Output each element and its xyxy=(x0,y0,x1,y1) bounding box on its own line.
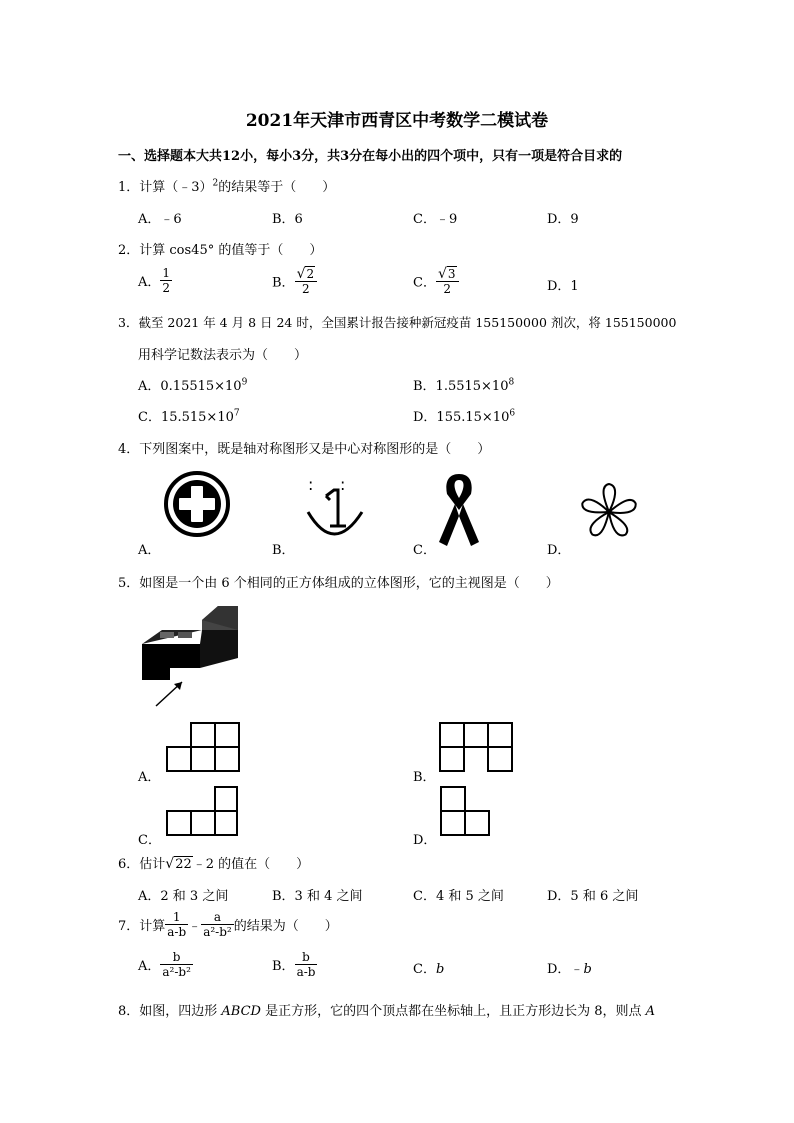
q4-option-d[interactable]: D． xyxy=(547,543,571,558)
q3-option-c[interactable]: C．$15.515\times 10^7$ xyxy=(138,408,240,425)
q4-option-c[interactable]: C． xyxy=(413,543,436,558)
question-3-line-1: 3．截至 2021 年 4 月 8 日 24 时，全国累计报告接种新冠疫苗 155150000 剂次，将 155150000 xyxy=(118,315,677,330)
q3-option-d[interactable]: D．$155.15\times 10^6$ xyxy=(413,408,516,425)
q1-option-b[interactable]: B．6 xyxy=(272,212,303,227)
q2-option-a[interactable]: A． $\frac{1}{2}$ xyxy=(138,266,171,295)
view-option-a-figure xyxy=(166,722,242,774)
question-5-stem: 5．如图是一个由 6 个相同的正方体组成的立体图形，它的主视图是（ ） xyxy=(118,576,559,591)
q3-option-a[interactable]: A．$0.15515\times 10^9$ xyxy=(138,377,248,394)
q1-option-c[interactable]: C．﹣9 xyxy=(413,212,458,227)
q5-option-d[interactable]: D． xyxy=(413,833,437,848)
ribbon-figure xyxy=(437,470,481,550)
smiley-figure xyxy=(300,474,370,550)
question-7-stem: 7．计算 $\frac{1}{a-b}$ ﹣ $\frac{a}{\text{a²-b²}}$ 的结果为（ ） xyxy=(118,910,338,939)
question-2-stem: 2．计算 cos45° 的值等于（ ） xyxy=(118,243,323,258)
q6-option-a[interactable]: A．2 和 3 之间 xyxy=(138,889,229,904)
question-3-line-2: 用科学记数法表示为（ ） xyxy=(138,348,308,363)
q5-option-c[interactable]: C． xyxy=(138,833,161,848)
question-4-stem: 4．下列图案中，既是轴对称图形又是中心对称图形的是（ ） xyxy=(118,442,491,457)
q5-option-b[interactable]: B． xyxy=(413,770,436,785)
q7-option-d[interactable]: D．﹣b xyxy=(547,962,592,977)
q1-option-a[interactable]: A．﹣6 xyxy=(138,212,182,227)
q7-option-a[interactable]: A． $\frac{b}{\text{a²-b²}}$ xyxy=(138,950,191,979)
q2-option-b[interactable]: B． $\frac{√2}{2}$ xyxy=(272,266,317,296)
cube-solid-figure xyxy=(140,602,240,712)
q6-option-d[interactable]: D．5 和 6 之间 xyxy=(547,889,639,904)
q4-option-b[interactable]: B． xyxy=(272,543,295,558)
q1-option-d[interactable]: D．9 xyxy=(547,212,579,227)
section-heading: 一、选择题本大共12小，每小3分，共3分在每小出的四个项中，只有一项是符合目求的 xyxy=(118,149,623,164)
view-option-c-figure xyxy=(166,786,240,838)
view-option-d-figure xyxy=(440,786,494,838)
q4-option-a[interactable]: A． xyxy=(138,543,161,558)
q7-option-c[interactable]: C．b xyxy=(413,962,445,977)
cross-circle-figure xyxy=(163,470,231,538)
q6-option-b[interactable]: B．3 和 4 之间 xyxy=(272,889,363,904)
q2-option-c[interactable]: C． $\frac{√3}{2}$ xyxy=(413,266,459,296)
q2-option-d[interactable]: D．1 xyxy=(547,279,579,294)
question-8-stem: 8．如图，四边形 ABCD 是正方形，它的四个顶点都在坐标轴上，且正方形边长为 8，则点 A xyxy=(118,1004,656,1019)
svg-text::: : xyxy=(340,475,346,494)
pinwheel-flower-figure xyxy=(572,480,646,544)
view-option-b-figure xyxy=(439,722,515,774)
svg-text::: : xyxy=(308,475,314,494)
question-1-stem: 1．计算（﹣3）$^2$的结果等于（ ） xyxy=(118,178,336,195)
q3-option-b[interactable]: B．$1.5515\times 10^8$ xyxy=(413,377,515,394)
page-title: 2021年天津市西青区中考数学二模试卷 xyxy=(245,111,549,131)
q6-option-c[interactable]: C．4 和 5 之间 xyxy=(413,889,504,904)
q5-option-a[interactable]: A． xyxy=(138,770,161,785)
question-6-stem: 6．估计√22﹣2 的值在（ ） xyxy=(118,856,310,872)
q7-option-b[interactable]: B． $\frac{b}{a-b}$ xyxy=(272,950,316,979)
